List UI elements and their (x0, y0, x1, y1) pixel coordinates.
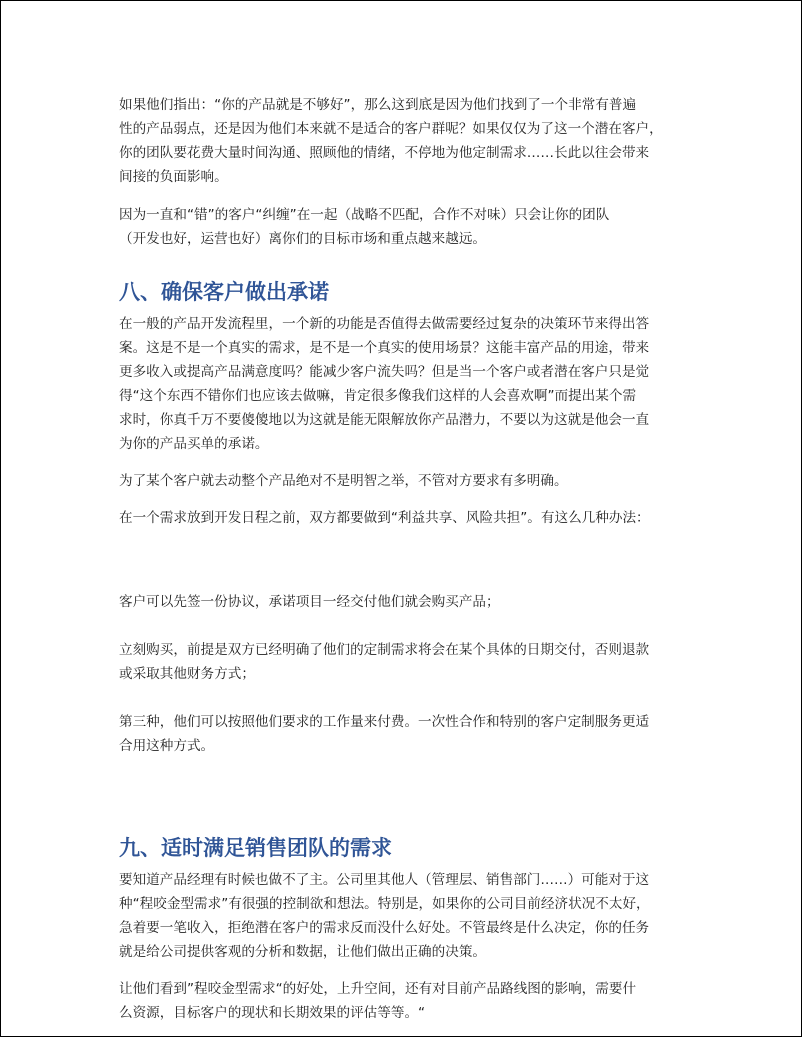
paragraph-pm-decision: 要知道产品经理有时候也做不了主。公司里其他人（管理层、销售部门……）可能对于这 种“程咬金型需求”有很强的控制欲和想法。特别是，如果你的公司目前经济状况不太好， 急着要一笔收入，拒绝潜在客户的需求反而没什么好处。不管最终是什么决定，你的任务 就是给公司提供客观的分析和数据，让他们做出正确的决策。 (119, 872, 650, 960)
paragraph-unsuitable-customer: 如果他们指出：“你的产品就是不够好”，那么这到底是因为他们找到了一个非常有普遍 性的产品弱点，还是因为他们本来就不是适合的客户群呢？如果仅仅为了这一个潜在客户， 你的团队要花费大量时间沟通、照顾他的情绪，不停地为他定制需求……长此以往会带来 间接的负面影响。 (119, 97, 663, 185)
paragraph-not-wise: 为了某个客户就去动整个产品绝对不是明智之举，不管对方要求有多明确。 (119, 473, 568, 489)
page-content (119, 93, 689, 1037)
list-item: 第三种，他们可以按照他们要求的工作量来付费。一次性合作和特别的客户定制服务更适 合用这种方式。 (119, 714, 650, 754)
list-item: 客户可以先签一份协议，承诺项目一经交付他们就会购买产品； (119, 594, 500, 610)
list-item: 立刻购买，前提是双方已经明确了他们的定制需求将会在某个具体的日期交付，否则退款 或采取其他财务方式； (119, 642, 650, 682)
section-heading-8: 八、确保客户做出承诺 (119, 280, 329, 304)
section-heading-9: 九、适时满足销售团队的需求 (119, 836, 392, 860)
paragraph-share-risk: 在一个需求放到开发日程之前，双方都要做到“利益共享、风险共担”。有这么几种办法： (119, 510, 650, 526)
paragraph-dev-process: 在一般的产品开发流程里，一个新的功能是否值得去做需要经过复杂的决策环节来得出答 案。这是不是一个真实的需求，是不是一个真实的使用场景？这能丰富产品的用途，带来 更多收入或提高产品满意度吗？能减少客户流失吗？但是当一个客户或者潜在客户只是觉 得“这个东西不错你们也应该去做嘛，肯定很多像我们这样的人会喜欢啊”而提出某个需 求时，你真千万不要傻傻地以为这就是能无限解放你产品潜力，不要以为这就是他会一直 为你的产品买单的承诺。 (119, 316, 650, 452)
paragraph-wrong-customer: 因为一直和“错”的客户“纠缠”在一起（战略不匹配，合作不对味）只会让你的团队 （开发也好，运营也好）离你们的目标市场和重点越来越远。 (119, 207, 610, 247)
commitment-methods-list (119, 566, 689, 782)
paragraph-show-benefits: 让他们看到”程咬金型需求“的好处，上升空间，还有对目前产品路线图的影响，需要什 么资源，目标客户的现状和长期效果的评估等等。“ (119, 981, 637, 1021)
